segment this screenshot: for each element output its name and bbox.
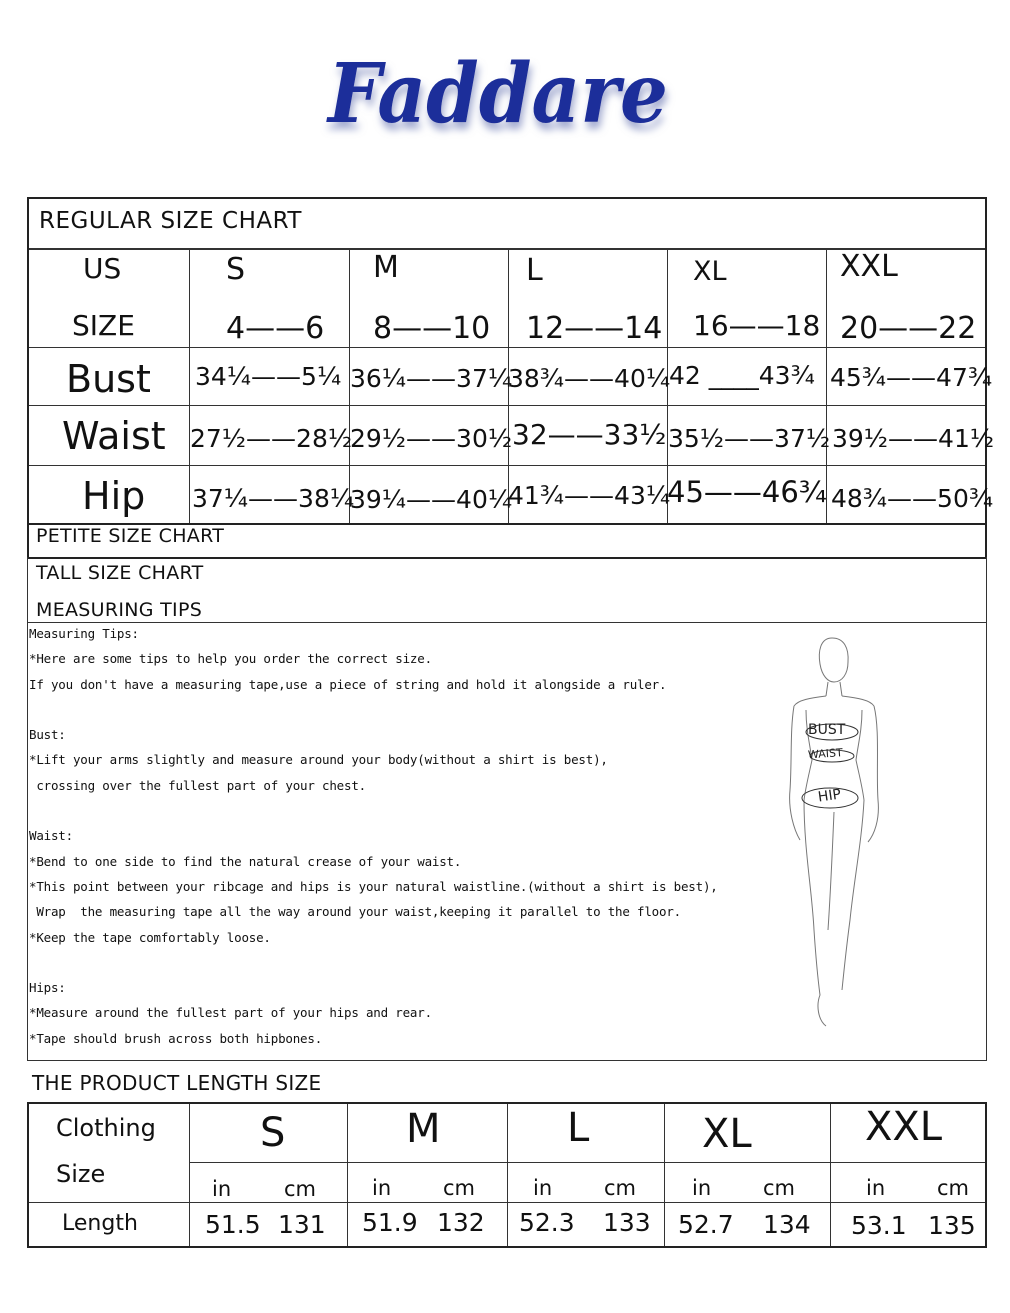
length-size-l: L [567, 1105, 590, 1151]
figure-label-hip: HIP [817, 786, 843, 806]
tip-line [29, 955, 749, 980]
unit-in-l: in [533, 1176, 553, 1200]
unit-in-xl: in [692, 1176, 712, 1200]
unit-cm-xxl: cm [937, 1176, 970, 1200]
hip-value-l: 41¾——43¼ [508, 481, 671, 510]
row-label-waist: Waist [62, 414, 166, 458]
waist-value-m: 29½——30½ [350, 424, 513, 453]
faddare-logo [320, 30, 690, 160]
length-cm-xxl: 135 [928, 1211, 976, 1240]
length-size-xl: XL [702, 1111, 752, 1157]
figure-neck [826, 682, 842, 696]
figure-left-leg [804, 800, 826, 1026]
size-range-xxl: 20——22 [840, 311, 977, 346]
figure-right-arm [868, 706, 878, 842]
tip-line: Wrap the measuring tape all the way around your waist,keeping it parallel to the floor. [29, 904, 681, 920]
petite-size-chart-title: PETITE SIZE CHART [36, 525, 225, 547]
size-label-s: S [226, 252, 246, 287]
tip-line: Waist: [29, 828, 73, 844]
unit-cm-l: cm [604, 1176, 637, 1200]
hip-value-xxl: 48¾——50¾ [831, 484, 994, 513]
bust-value-s: 34¼——5¼ [195, 362, 342, 391]
tip-line [29, 803, 749, 828]
size-label-xl: XL [693, 256, 727, 287]
length-row-label: Length [62, 1211, 138, 1236]
tip-line: *Keep the tape comfortably loose. [29, 929, 271, 945]
unit-cm-s: cm [284, 1177, 317, 1201]
length-in-s: 51.5 [205, 1210, 261, 1239]
length-size-s: S [260, 1110, 286, 1156]
waist-value-xl: 35½——37½ [668, 424, 831, 453]
bust-value-l: 38¾——40¼ [508, 364, 671, 393]
unit-in-xxl: in [866, 1176, 886, 1200]
length-cm-l: 133 [603, 1208, 651, 1237]
length-in-xl: 52.7 [678, 1210, 734, 1239]
bust-value-m: 36¼——37¼ [350, 364, 513, 393]
size-range-xl: 16——18 [693, 309, 821, 342]
hip-value-xl: 45——46¾ [667, 475, 827, 509]
tip-line: Bust: [29, 727, 66, 743]
tip-line: *Here are some tips to help you order the correct size. [29, 651, 432, 667]
tip-line: *Tape should brush across both hipbones. [29, 1030, 323, 1046]
tip-line: *This point between your ribcage and hips is your natural waistline.(without a shirt is best), [29, 878, 718, 894]
tall-size-chart-title: TALL SIZE CHART [36, 562, 204, 584]
hip-value-s: 37¼——38¼ [192, 484, 355, 513]
unit-in-m: in [372, 1176, 392, 1200]
regular-chart-title: REGULAR SIZE CHART [39, 208, 302, 234]
length-cm-m: 132 [437, 1208, 485, 1237]
length-size-xxl: XXL [865, 1104, 943, 1150]
measuring-tips-title: MEASURING TIPS [36, 599, 203, 621]
length-in-xxl: 53.1 [851, 1211, 907, 1240]
size-label-m: M [373, 250, 399, 285]
unit-cm-xl: cm [763, 1176, 796, 1200]
bust-value-xxl: 45¾——47¾ [830, 363, 993, 392]
figure-label-waist: WAIST [807, 746, 844, 762]
length-cm-xl: 134 [763, 1210, 811, 1239]
row-label-bust: Bust [66, 357, 151, 401]
figure-shoulders [794, 696, 874, 706]
waist-value-s: 27½——28½ [190, 424, 353, 453]
body-measurement-figure [770, 630, 900, 1040]
size-range-l: 12——14 [526, 311, 663, 346]
length-chart [27, 1102, 987, 1248]
waist-value-l: 32——33½ [512, 418, 667, 451]
tip-line: Measuring Tips: [29, 626, 139, 641]
length-header-size: Size [56, 1160, 106, 1188]
figure-right-leg [842, 800, 864, 990]
row-label-hip: Hip [82, 474, 146, 518]
figure-inner-leg [828, 812, 834, 930]
length-in-l: 52.3 [519, 1208, 575, 1237]
bust-value-xl: 42 ____43¾ [669, 361, 815, 390]
tip-line: *Measure around the fullest part of your hips and rear. [29, 1005, 432, 1021]
tip-line: *Bend to one side to find the natural crease of your waist. [29, 853, 462, 869]
brand-wordmark: Faddare [326, 46, 668, 142]
unit-cm-m: cm [443, 1176, 476, 1200]
tip-line: Hips: [29, 980, 66, 996]
size-label-xxl: XXL [840, 249, 898, 284]
figure-left-arm [790, 706, 800, 840]
length-cm-s: 131 [278, 1210, 326, 1239]
hip-value-m: 39¼——40¼ [350, 485, 513, 514]
size-label-l: L [526, 253, 543, 288]
tip-line [29, 702, 749, 727]
figure-head [819, 638, 848, 682]
figure-label-bust: BUST [808, 722, 846, 738]
tip-line: *Lift your arms slightly and measure around your body(without a shirt is best), [29, 752, 608, 768]
size-range-m: 8——10 [373, 311, 491, 346]
tip-line: If you don't have a measuring tape,use a piece of string and hold it alongside a ruler. [29, 676, 667, 692]
length-size-m: M [406, 1106, 441, 1152]
unit-in-s: in [212, 1177, 232, 1201]
length-header-clothing: Clothing [56, 1114, 156, 1142]
header-size: SIZE [72, 309, 135, 342]
regular-size-chart [27, 197, 987, 525]
measuring-tips-text [29, 626, 749, 1056]
header-us: US [83, 252, 122, 285]
length-in-m: 51.9 [362, 1208, 418, 1237]
tip-line: crossing over the fullest part of your chest. [29, 777, 366, 793]
size-range-s: 4——6 [226, 311, 325, 346]
waist-value-xxl: 39½——41½ [832, 424, 995, 453]
length-chart-title: THE PRODUCT LENGTH SIZE [32, 1071, 322, 1095]
